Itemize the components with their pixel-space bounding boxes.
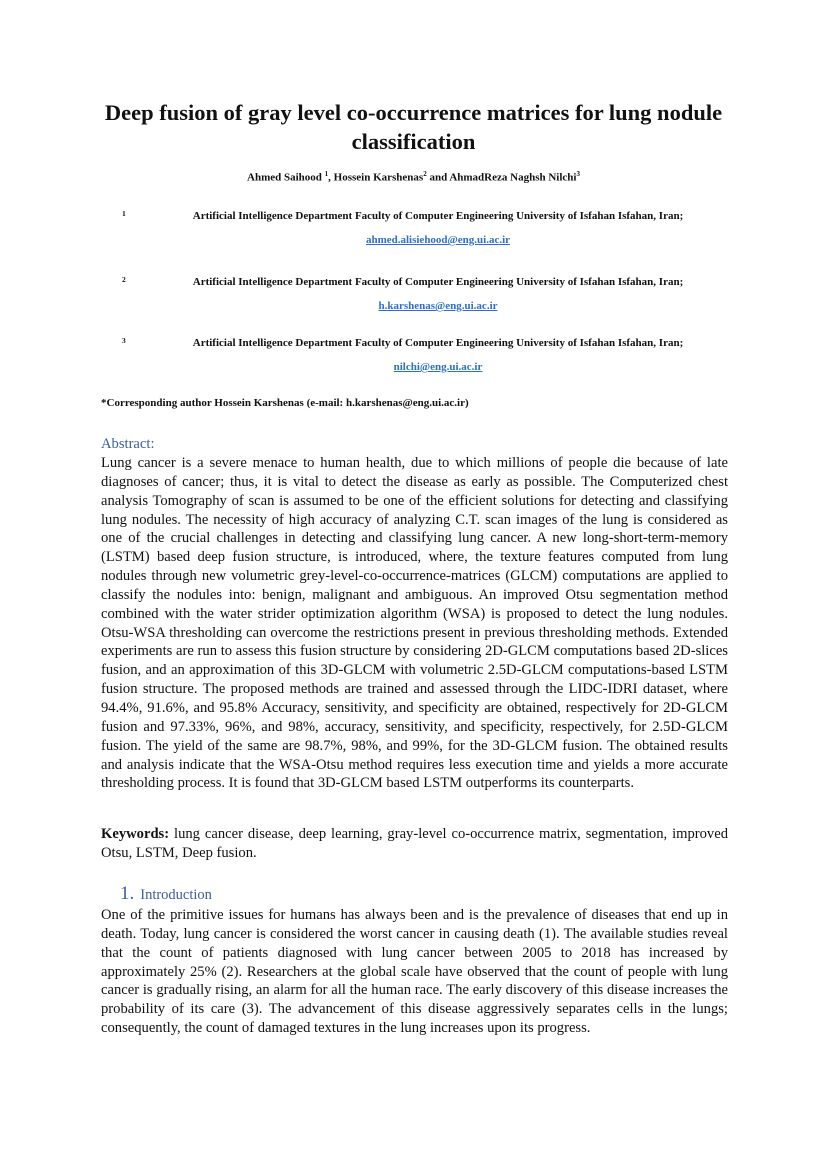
affiliation-number: 2 — [122, 275, 126, 284]
affiliation-number: 3 — [122, 336, 126, 345]
author-sup: 2 — [423, 170, 427, 178]
affiliation — [160, 204, 716, 252]
affiliation-email-link[interactable]: h.karshenas@eng.ui.ac.ir — [378, 300, 498, 312]
affiliation-email-link[interactable]: ahmed.alisiehood@eng.ui.ac.ir — [365, 234, 511, 246]
author-sup: 3 — [576, 170, 580, 178]
author-name: , Hossein Karshenas — [328, 171, 424, 184]
abstract-text: Lung cancer is a severe menace to human health, due to which millions of people die because of late diagnoses of cancer; thus, it is vital to detect the disease as early as possible. The Computerized chest analysis Tomography of scan is assumed to be one of the efficient solutions for detecting and classifying lung nodules. The necessity of high accuracy of analyzing C.T. scan images of the lung is considered as one of the crucial challenges in detecting and classifying lung cancer. A new long-short-term-memory (LSTM) based deep fusion structure, is introduced, where, the texture features computed from lung nodules through new volumetric grey-level-co-occurrence-matrices (GLCM) computations are applied to classify the nodules into: benign, malignant and ambiguous. An improved Otsu segmentation method combined with the water strider optimization algorithm (WSA) is proposed to detect the lung nodules. Otsu-WSA thresholding can overcome the restrictions present in previous thresholding methods. Extended experiments are run to assess this fusion structure by considering 2D-GLCM computations based 2D-slices fusion, and an approximation of this 3D-GLCM with volumetric 2.5D-GLCM computations-based LSTM fusion structure. The proposed methods are trained and assessed through the LIDC-IDRI dataset, where 94.4%, 91.6%, and 95.8% Accuracy, sensitivity, and specificity are obtained, respectively for 2D-GLCM fusion and 97.33%, 96%, and 98%, accuracy, sensitivity, and specificity, respectively, for 2.5D-GLCM fusion. The yield of the same are 98.7%, 98%, and 99%, for the 3D-GLCM fusion. The obtained results and analysis indicate that the WSA-Otsu method requires less execution time and yields a more accurate thresholding process. It is found that 3D-GLCM based LSTM outperforms its counterparts. — [101, 455, 728, 792]
corresponding-author: *Corresponding author Hossein Karshenas (e-mail: h.karshenas@eng.ui.ac.ir) — [101, 397, 469, 409]
paper-title: Deep fusion of gray level co-occurrence matrices for lung nodule classification — [104, 100, 723, 154]
author-list — [60, 170, 767, 184]
keywords — [101, 825, 728, 863]
affiliation — [160, 270, 716, 318]
affiliation-number: 1 — [122, 209, 126, 218]
affiliation — [160, 331, 716, 379]
affiliation-text: Artificial Intelligence Department Faculty of Computer Engineering University of Isfahan Isfahan, Iran; — [192, 210, 684, 222]
affiliation-email-link[interactable]: nilchi@eng.ui.ac.ir — [393, 361, 483, 373]
section-title: Introduction — [140, 887, 212, 903]
keywords-label: Keywords: — [101, 826, 170, 842]
section-number: 1. — [120, 883, 135, 904]
section-heading-introduction — [120, 883, 212, 905]
author-name: and AhmadReza Naghsh Nilchi — [426, 171, 577, 184]
affiliation-text: Artificial Intelligence Department Faculty of Computer Engineering University of Isfahan Isfahan, Iran; — [192, 337, 684, 349]
introduction-text: One of the primitive issues for humans has always been and is the prevalence of diseases that end up in death. Today, lung cancer is considered the worst cancer in causing death (1). The available studies reveal that the count of patients diagnosed with lung cancer between 2005 to 2018 has increased by approximately 25% (2). Researchers at the global scale have observed that the count of people with lung cancer is gradually rising, an alarm for all the human race. The early discovery of this disease increases the probability of its care (3). The advancement of this disease aggressively separates cells in the lungs; consequently, the count of damaged textures in the lung increases upon its progress. — [101, 907, 728, 1037]
affiliation-text: Artificial Intelligence Department Faculty of Computer Engineering University of Isfahan Isfahan, Iran; — [192, 276, 684, 288]
abstract-heading: Abstract: — [101, 436, 155, 452]
author-sup: 1 — [324, 170, 329, 178]
keywords-text: lung cancer disease, deep learning, gray-level co-occurrence matrix, segmentation, improved Otsu, LSTM, Deep fusion. — [101, 826, 728, 861]
author-name: Ahmed Saihood — [247, 171, 325, 184]
